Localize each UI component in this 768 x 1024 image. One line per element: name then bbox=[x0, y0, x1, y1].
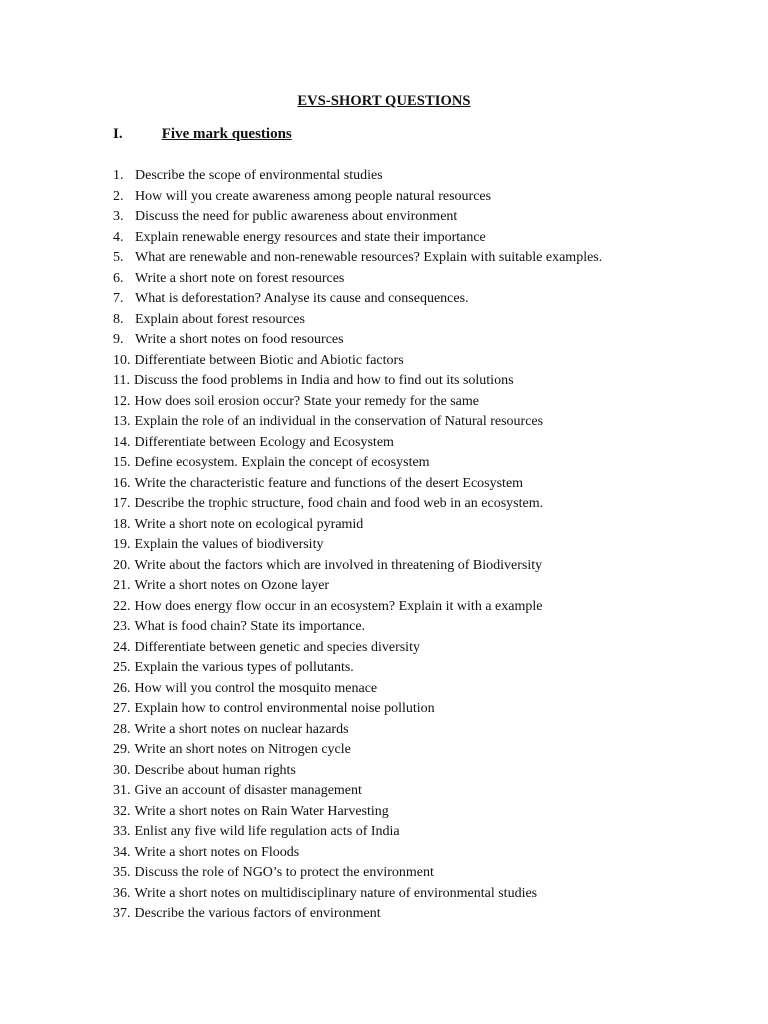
section-header bbox=[113, 126, 292, 143]
question-text: How does energy flow occur in an ecosystem? Explain it with a example bbox=[134, 598, 543, 614]
question-number: 33. bbox=[113, 824, 131, 839]
question-text: Explain the various types of pollutants. bbox=[134, 660, 354, 675]
question-text: Discuss the need for public awareness about environment bbox=[135, 209, 458, 224]
question-number: 24. bbox=[113, 639, 131, 655]
question-item bbox=[113, 310, 733, 331]
question-number: 25. bbox=[113, 660, 131, 675]
question-item bbox=[113, 535, 733, 556]
question-item bbox=[113, 515, 733, 536]
question-number: 19. bbox=[113, 537, 131, 552]
question-number: 5. bbox=[113, 250, 124, 265]
question-text: Write a short notes on food resources bbox=[135, 332, 344, 347]
question-number: 9. bbox=[113, 332, 124, 347]
question-text: Explain renewable energy resources and state their importance bbox=[135, 229, 486, 245]
question-number: 28. bbox=[113, 721, 131, 737]
question-text: Write a short notes on Floods bbox=[134, 844, 300, 860]
question-text: Discuss the food problems in India and how to find out its solutions bbox=[133, 373, 514, 388]
question-item bbox=[113, 843, 733, 864]
question-item bbox=[113, 351, 733, 372]
question-text: Explain about forest resources bbox=[135, 311, 305, 327]
question-number: 7. bbox=[113, 291, 124, 306]
question-text: Explain the role of an individual in the conservation of Natural resources bbox=[134, 414, 544, 429]
question-number: 3. bbox=[113, 209, 124, 224]
question-item bbox=[113, 248, 733, 269]
question-number: 1. bbox=[113, 168, 124, 183]
question-item bbox=[113, 679, 733, 700]
question-number: 30. bbox=[113, 762, 131, 778]
question-text: Describe the scope of environmental studies bbox=[135, 168, 383, 183]
question-item bbox=[113, 207, 733, 228]
question-number: 26. bbox=[113, 680, 131, 696]
question-text: Describe the trophic structure, food chain and food web in an ecosystem. bbox=[134, 496, 544, 511]
question-text: Describe about human rights bbox=[134, 762, 296, 778]
question-number: 12. bbox=[113, 393, 131, 409]
question-number: 2. bbox=[113, 188, 124, 204]
question-text: Write a short notes on nuclear hazards bbox=[134, 721, 349, 737]
question-item bbox=[113, 699, 733, 720]
question-number: 11. bbox=[113, 373, 130, 388]
question-text: What is deforestation? Analyse its cause and consequences. bbox=[135, 291, 469, 306]
question-text: Differentiate between genetic and species diversity bbox=[134, 639, 420, 655]
question-item bbox=[113, 597, 733, 618]
question-text: Write a short notes on Rain Water Harvesting bbox=[134, 803, 389, 819]
question-text: Explain how to control environmental noise pollution bbox=[134, 701, 435, 716]
question-text: Write a short notes on Ozone layer bbox=[134, 578, 330, 593]
question-item bbox=[113, 863, 733, 884]
question-number: 29. bbox=[113, 742, 131, 757]
question-item bbox=[113, 617, 733, 638]
question-number: 36. bbox=[113, 885, 131, 901]
question-item bbox=[113, 289, 733, 310]
question-number: 22. bbox=[113, 598, 131, 614]
question-number: 35. bbox=[113, 865, 131, 880]
question-item bbox=[113, 228, 733, 249]
question-item bbox=[113, 781, 733, 802]
question-number: 14. bbox=[113, 434, 131, 450]
question-item bbox=[113, 433, 733, 454]
question-number: 32. bbox=[113, 803, 131, 819]
question-text: Write the characteristic feature and functions of the desert Ecosystem bbox=[134, 475, 524, 491]
question-number: 23. bbox=[113, 619, 131, 634]
question-number: 6. bbox=[113, 270, 124, 286]
question-text: Define ecosystem. Explain the concept of ecosystem bbox=[134, 455, 430, 470]
question-item bbox=[113, 330, 733, 351]
question-text: Write a short note on ecological pyramid bbox=[134, 516, 364, 532]
question-list bbox=[113, 166, 733, 925]
question-number: 18. bbox=[113, 516, 131, 532]
question-item bbox=[113, 392, 733, 413]
question-number: 20. bbox=[113, 557, 131, 573]
question-item bbox=[113, 269, 733, 290]
question-item bbox=[113, 740, 733, 761]
question-text: Write a short note on forest resources bbox=[135, 270, 345, 286]
question-text: Write a short notes on multidisciplinary nature of environmental studies bbox=[134, 885, 538, 901]
question-number: 8. bbox=[113, 311, 124, 327]
question-text: What is food chain? State its importance. bbox=[134, 619, 366, 634]
question-number: 34. bbox=[113, 844, 131, 860]
question-item bbox=[113, 166, 733, 187]
question-text: Give an account of disaster management bbox=[134, 783, 362, 798]
section-heading: Five mark questions bbox=[161, 126, 292, 142]
question-number: 27. bbox=[113, 701, 131, 716]
question-item bbox=[113, 658, 733, 679]
question-item bbox=[113, 904, 733, 925]
question-text: What are renewable and non-renewable resources? Explain with suitable examples. bbox=[135, 250, 603, 265]
question-number: 4. bbox=[113, 229, 124, 245]
question-text: Discuss the role of NGO’s to protect the environment bbox=[134, 865, 434, 880]
section-number: I. bbox=[113, 126, 123, 142]
question-text: Write an short notes on Nitrogen cycle bbox=[134, 742, 351, 757]
question-text: How will you control the mosquito menace bbox=[134, 680, 378, 696]
question-number: 21. bbox=[113, 578, 131, 593]
question-item bbox=[113, 802, 733, 823]
question-number: 17. bbox=[113, 496, 131, 511]
question-text: How does soil erosion occur? State your remedy for the same bbox=[134, 393, 479, 409]
question-number: 37. bbox=[113, 906, 131, 921]
question-item bbox=[113, 556, 733, 577]
question-item bbox=[113, 822, 733, 843]
question-text: How will you create awareness among people natural resources bbox=[135, 188, 492, 204]
question-item bbox=[113, 761, 733, 782]
document-title: EVS-SHORT QUESTIONS bbox=[297, 93, 471, 109]
question-number: 31. bbox=[113, 783, 131, 798]
question-text: Explain the values of biodiversity bbox=[134, 537, 324, 552]
question-number: 16. bbox=[113, 475, 131, 491]
question-number: 10. bbox=[113, 352, 131, 368]
question-number: 13. bbox=[113, 414, 131, 429]
question-item bbox=[113, 453, 733, 474]
question-item bbox=[113, 494, 733, 515]
question-item bbox=[113, 720, 733, 741]
question-item bbox=[113, 474, 733, 495]
question-text: Differentiate between Ecology and Ecosystem bbox=[134, 434, 394, 450]
question-item bbox=[113, 187, 733, 208]
question-item bbox=[113, 576, 733, 597]
question-item bbox=[113, 884, 733, 905]
question-number: 15. bbox=[113, 455, 131, 470]
question-text: Enlist any five wild life regulation acts of India bbox=[134, 824, 400, 839]
question-text: Write about the factors which are involved in threatening of Biodiversity bbox=[134, 557, 543, 573]
question-item bbox=[113, 371, 733, 392]
question-text: Differentiate between Biotic and Abiotic factors bbox=[134, 352, 404, 368]
question-item bbox=[113, 638, 733, 659]
question-item bbox=[113, 412, 733, 433]
question-text: Describe the various factors of environment bbox=[134, 906, 381, 921]
